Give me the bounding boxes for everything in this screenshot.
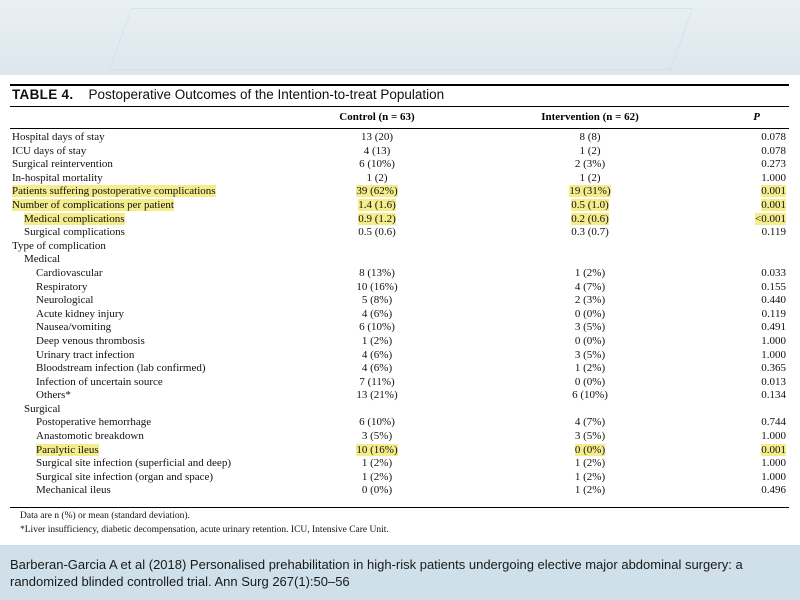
intervention-value: 0 (0%) — [574, 307, 606, 320]
intervention-value: 6 (10%) — [572, 389, 608, 402]
highlight-mark: 0.2 (0.6) — [571, 212, 609, 225]
row-label: Respiratory — [36, 280, 88, 293]
intervention-value: 8 (8) — [579, 131, 601, 143]
row-label: Acute kidney injury — [36, 307, 124, 320]
row-label: Anastomotic breakdown — [36, 430, 144, 443]
footnote-2: *Liver insufficiency, diabetic decompensation, acute urinary retention. ICU, Intensive Care Unit. — [20, 525, 389, 535]
intervention-value: 1 (2%) — [574, 484, 606, 497]
table-row — [0, 199, 800, 213]
table-number: TABLE 4. — [12, 87, 74, 102]
title-rule — [10, 106, 789, 107]
control-value: 3 (5%) — [361, 430, 393, 443]
table-row — [0, 376, 800, 390]
header-control: Control (n = 63) — [339, 111, 415, 123]
table-row — [0, 430, 800, 444]
row-label: Mechanical ileus — [36, 484, 111, 497]
row-label: Surgical complications — [24, 226, 125, 239]
row-label — [24, 213, 125, 225]
row-label: Surgical site infection (superficial and deep) — [36, 457, 231, 470]
row-label: Others* — [36, 389, 71, 402]
background-decoration — [109, 8, 694, 70]
highlight-mark: Patients suffering postoperative complications — [12, 185, 216, 198]
control-value: 10 (16%) — [356, 280, 398, 293]
control-value — [312, 444, 442, 456]
table-row — [0, 226, 800, 240]
control-value: 6 (10%) — [359, 158, 395, 171]
control-value: 1 (2) — [366, 171, 388, 184]
table-title — [12, 87, 444, 102]
row-label: Postoperative hemorrhage — [36, 416, 152, 429]
row-label: Infection of uncertain source — [36, 375, 163, 388]
row-label: Nausea/vomiting — [36, 321, 112, 334]
intervention-value — [525, 444, 655, 456]
p-value: 0.033 — [761, 266, 786, 279]
table-row — [0, 131, 800, 145]
p-value: 0.134 — [761, 389, 786, 402]
p-value — [700, 444, 786, 456]
control-value: 4 (13) — [363, 144, 391, 157]
control-value: 0 (0%) — [361, 484, 393, 497]
table-row — [0, 267, 800, 281]
intervention-value: 1 (2%) — [574, 362, 606, 375]
p-value: 1.000 — [761, 334, 786, 347]
control-value: 4 (6%) — [361, 362, 393, 375]
control-value: 7 (11%) — [359, 375, 395, 388]
row-label: Surgical site infection (organ and space) — [36, 470, 214, 483]
p-value: 1.000 — [761, 171, 786, 184]
row-label: Cardiovascular — [36, 266, 103, 279]
table-row — [0, 349, 800, 363]
intervention-value: 1 (2) — [579, 171, 601, 184]
intervention-value: 1 (2%) — [574, 266, 606, 279]
highlight-mark: 0.001 — [761, 185, 786, 198]
control-value — [312, 185, 442, 197]
citation-bar — [0, 545, 800, 600]
table-row — [0, 281, 800, 295]
p-value — [700, 213, 786, 225]
p-value: 0.440 — [761, 294, 786, 307]
header-intervention: Intervention (n = 62) — [541, 111, 639, 123]
row-label: Surgical — [24, 402, 61, 415]
footnote-1: Data are n (%) or mean (standard deviation). — [20, 511, 190, 521]
row-label: Surgical reintervention — [12, 158, 113, 171]
p-value: 0.273 — [761, 158, 786, 171]
control-value: 6 (10%) — [359, 416, 395, 429]
row-label: Hospital days of stay — [12, 131, 105, 143]
header-p-value: P — [753, 111, 760, 123]
table-row — [0, 158, 800, 172]
table-row — [0, 294, 800, 308]
control-value: 4 (6%) — [361, 348, 393, 361]
table-row — [0, 213, 800, 227]
highlight-mark: Medical complications — [24, 212, 125, 225]
control-value: 5 (8%) — [361, 294, 393, 307]
control-value: 13 (21%) — [356, 389, 398, 402]
table-row — [0, 308, 800, 322]
row-label: ICU days of stay — [12, 144, 87, 157]
table-body — [0, 131, 800, 498]
intervention-value: 1 (2%) — [574, 457, 606, 470]
control-value — [312, 213, 442, 225]
intervention-value — [525, 213, 655, 225]
p-value: 1.000 — [761, 457, 786, 470]
table-row — [0, 403, 800, 417]
table-row — [0, 484, 800, 498]
table-image — [0, 75, 800, 545]
intervention-value: 3 (5%) — [574, 430, 606, 443]
bottom-rule — [10, 507, 789, 508]
highlight-mark: 0.9 (1.2) — [358, 212, 396, 225]
intervention-value: 2 (3%) — [574, 294, 606, 307]
control-value: 13 (20) — [360, 131, 394, 143]
table-row — [0, 253, 800, 267]
p-value: 0.491 — [761, 321, 786, 334]
highlight-mark: 1.4 (1.6) — [358, 198, 396, 211]
intervention-value: 4 (7%) — [574, 416, 606, 429]
slide-background — [0, 0, 800, 75]
intervention-value: 0.3 (0.7) — [571, 226, 609, 239]
control-value: 1 (2%) — [361, 470, 393, 483]
table-row — [0, 362, 800, 376]
table-row — [0, 321, 800, 335]
highlight-mark: 39 (62%) — [356, 185, 398, 198]
table-row — [0, 471, 800, 485]
highlight-mark: 10 (16%) — [356, 443, 398, 456]
p-value: 1.000 — [761, 470, 786, 483]
table-row — [0, 389, 800, 403]
highlight-mark: 0.001 — [761, 198, 786, 211]
highlight-mark: 0.001 — [761, 443, 786, 456]
row-label: Medical — [24, 253, 61, 266]
p-value: 0.496 — [761, 484, 786, 497]
citation-text: Barberan-Garcia A et al (2018) Personalised prehabilitation in high-risk patients undergoing elective major abdominal surgery: a randomized blinded controlled trial. Ann Surg 267(1):50–56 — [10, 557, 743, 589]
control-value: 1 (2%) — [361, 334, 393, 347]
p-value: 0.155 — [761, 280, 786, 293]
p-value: 0.744 — [761, 416, 786, 429]
row-label: Neurological — [36, 294, 94, 307]
intervention-value — [525, 199, 655, 211]
p-value: 1.000 — [761, 430, 786, 443]
top-rule — [10, 84, 789, 86]
highlight-mark: Number of complications per patient — [12, 198, 174, 211]
control-value — [312, 199, 442, 211]
intervention-value: 1 (2) — [579, 144, 601, 157]
p-value: 0.365 — [761, 362, 786, 375]
control-value: 6 (10%) — [359, 321, 395, 334]
intervention-value: 4 (7%) — [574, 280, 606, 293]
table-row — [0, 335, 800, 349]
highlight-mark: 0 (0%) — [574, 443, 606, 456]
p-value: 0.078 — [761, 144, 786, 157]
p-value: 0.078 — [761, 131, 786, 143]
intervention-value: 0 (0%) — [574, 334, 606, 347]
highlight-mark: 19 (31%) — [569, 185, 611, 198]
intervention-value — [525, 185, 655, 197]
intervention-value: 3 (5%) — [574, 321, 606, 334]
control-value: 1 (2%) — [361, 457, 393, 470]
p-value: 0.013 — [761, 375, 786, 388]
table-row — [0, 457, 800, 471]
table-row — [0, 145, 800, 159]
header-rule — [10, 128, 789, 129]
p-value: 1.000 — [761, 348, 786, 361]
row-label — [12, 199, 174, 211]
row-label: In-hospital mortality — [12, 171, 103, 184]
control-value: 0.5 (0.6) — [358, 226, 396, 239]
intervention-value: 0 (0%) — [574, 375, 606, 388]
p-value — [700, 199, 786, 211]
p-value: 0.119 — [761, 307, 786, 320]
row-label — [12, 185, 216, 197]
table-row — [0, 172, 800, 186]
row-label: Urinary tract infection — [36, 348, 135, 361]
highlight-mark: 0.5 (1.0) — [571, 198, 609, 211]
row-label: Deep venous thrombosis — [36, 334, 145, 347]
intervention-value: 2 (3%) — [574, 158, 606, 171]
intervention-value: 3 (5%) — [574, 348, 606, 361]
highlight-mark: <0.001 — [755, 212, 786, 225]
table-row — [0, 416, 800, 430]
control-value: 8 (13%) — [359, 266, 395, 279]
row-label — [36, 444, 99, 456]
control-value: 4 (6%) — [361, 307, 393, 320]
table-row — [0, 185, 800, 199]
table-caption: Postoperative Outcomes of the Intention-to-treat Population — [88, 87, 445, 102]
table-row — [0, 240, 800, 254]
row-label: Bloodstream infection (lab confirmed) — [36, 362, 206, 375]
p-value: 0.119 — [761, 226, 786, 239]
table-row — [0, 444, 800, 458]
p-value — [700, 185, 786, 197]
intervention-value: 1 (2%) — [574, 470, 606, 483]
highlight-mark: Paralytic ileus — [36, 443, 99, 456]
row-label: Type of complication — [12, 239, 106, 252]
